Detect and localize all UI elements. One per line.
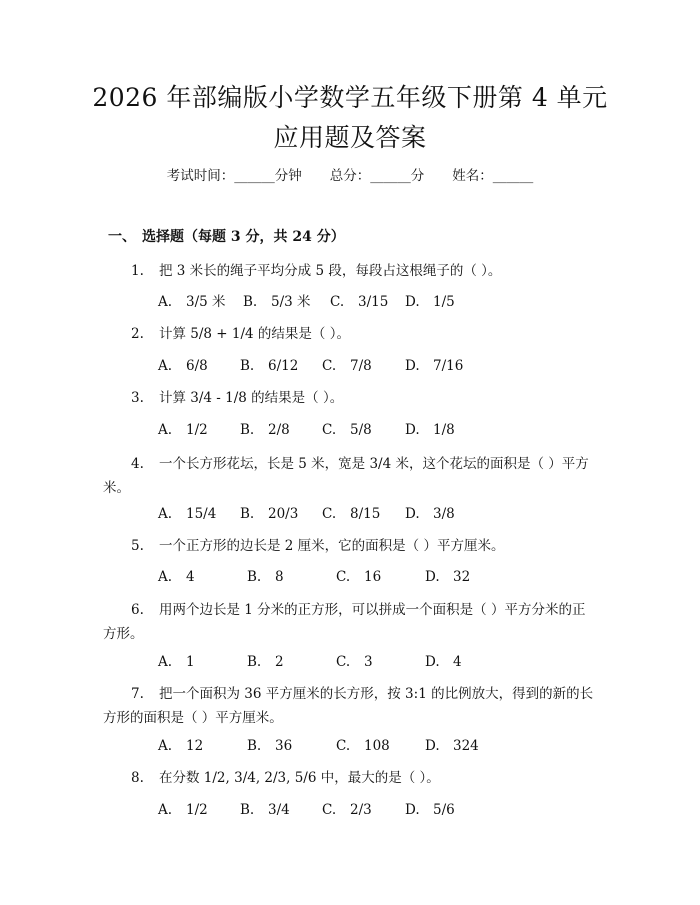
option-c: C. 7/8 [322,358,372,374]
title-line-2: 应用题及答案 [273,123,427,152]
option-a: A. 1/2 [158,422,208,438]
option-c: C. 2/3 [322,802,372,818]
option-a: A. 1 [158,654,195,670]
option-c: C. 108 [336,738,390,754]
question-6 [103,598,596,646]
question-2 [131,320,601,348]
title-line-1: 2026 年部编版小学数学五年级下册第 4 单元 [92,83,608,112]
option-a: A. 4 [158,569,195,585]
question-text: 把 3 米长的绳子平均分成 5 段，每段占这根绳子的（ ）。 [159,263,502,279]
option-b: B. 6/12 [240,358,299,374]
section-number: 一、 [108,229,136,245]
question-4 [103,452,596,500]
question-text: 计算 5/8 + 1/4 的结果是（ ）。 [159,326,350,342]
question-text: 一个长方形花坛，长是 5 米，宽是 3/4 米，这个花坛的面积是（ ）平方 [159,456,589,472]
option-d: D. 1/5 [405,294,455,310]
option-d: D. 5/6 [405,802,455,818]
option-d: D. 32 [425,569,471,585]
question-8 [131,764,601,792]
question-number: 1. [131,263,144,279]
option-a: A. 15/4 [158,506,217,522]
option-d: D. 1/8 [405,422,455,438]
question-7 [103,682,596,730]
option-c: C. 16 [336,569,382,585]
option-c: C. 3/15 [330,294,389,310]
option-d: D. 324 [425,738,479,754]
question-number: 2. [131,326,144,342]
option-b: B. 5/3 米 [243,294,311,310]
question-number: 7. [131,686,144,702]
question-number: 6. [131,602,144,618]
option-b: B. 3/4 [240,802,290,818]
question-text-continued: 方形的面积是（ ）平方厘米。 [103,710,283,726]
option-a: A. 12 [158,738,204,754]
section-title: 选择题（每题 3 分，共 24 分） [142,229,345,245]
option-b: B. 8 [247,569,284,585]
question-text: 用两个边长是 1 分米的正方形，可以拼成一个面积是（ ）平方分米的正 [159,602,586,618]
exam-meta [0,166,700,186]
option-c: C. 8/15 [322,506,381,522]
option-a: A. 1/2 [158,802,208,818]
question-3 [131,384,601,412]
option-b: B. 20/3 [240,506,299,522]
question-text-continued: 米。 [103,480,130,496]
question-text: 计算 3/4 - 1/8 的结果是（ ）。 [159,390,344,406]
option-c: C. 5/8 [322,422,372,438]
option-b: B. 36 [247,738,293,754]
option-c: C. 3 [336,654,373,670]
student-name-field: 姓名：______ [452,168,534,184]
total-score-field: 总分：______分 [329,168,425,184]
question-number: 4. [131,456,144,472]
question-number: 8. [131,770,144,786]
option-a: A. 6/8 [158,358,208,374]
question-number: 5. [131,538,144,554]
question-number: 3. [131,390,144,406]
question-text-continued: 方形。 [103,626,144,642]
question-text: 一个正方形的边长是 2 厘米，它的面积是（ ）平方厘米。 [159,538,505,554]
option-d: D. 3/8 [405,506,455,522]
question-1 [131,257,601,285]
exam-time-field: 考试时间：______分钟 [166,168,302,184]
question-text: 把一个面积为 36 平方厘米的长方形，按 3:1 的比例放大，得到的新的长 [159,686,594,702]
section-heading [108,227,345,247]
option-b: B. 2 [247,654,284,670]
question-text: 在分数 1/2, 3/4, 2/3, 5/6 中，最大的是（ ）。 [159,770,440,786]
question-5 [131,532,601,560]
option-d: D. 4 [425,654,462,670]
option-d: D. 7/16 [405,358,464,374]
option-a: A. 3/5 米 [158,294,226,310]
option-b: B. 2/8 [240,422,290,438]
